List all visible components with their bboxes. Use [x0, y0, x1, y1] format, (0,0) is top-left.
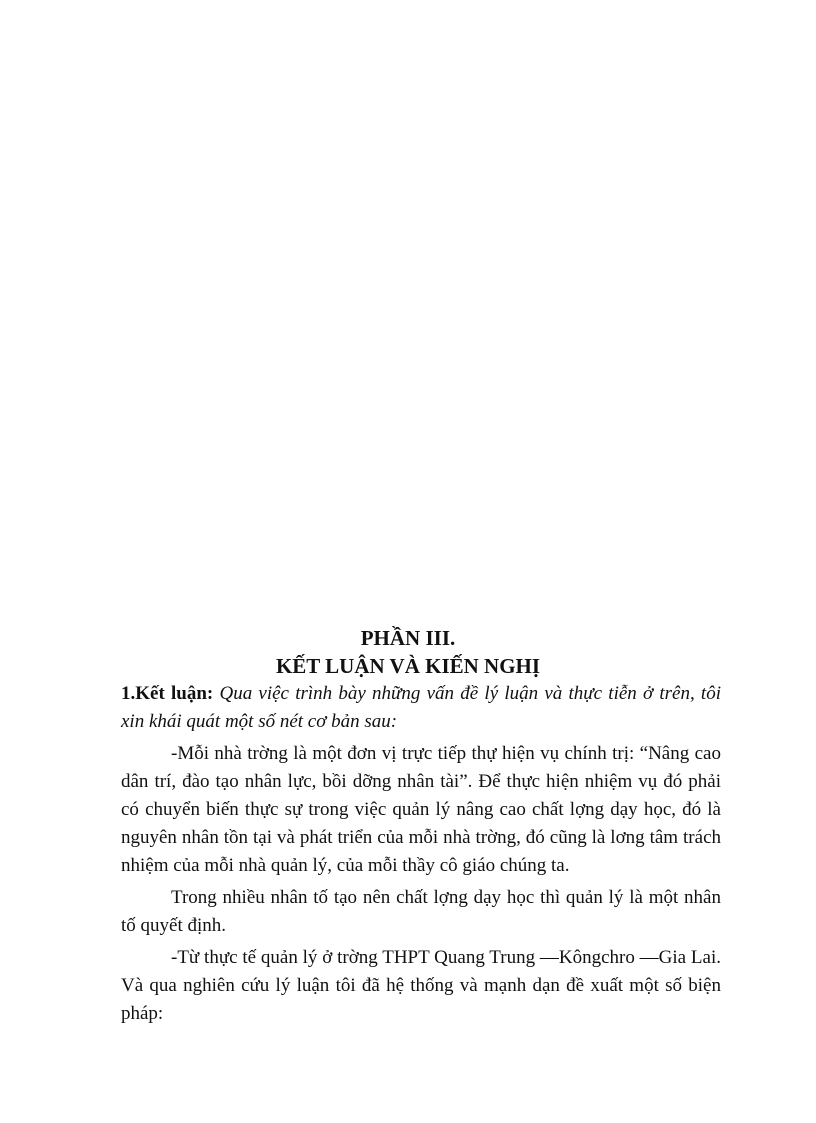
- document-body: [121, 680, 721, 1028]
- conclusion-colon: :: [206, 683, 220, 704]
- conclusion-label: 1.Kết luận: [121, 683, 207, 704]
- conclusion-intro-text: Qua việc trình bày những vấn đề lý luận và thực tiễn ở trên, tôi xin khái quát một số nét cơ bản sau:: [121, 683, 721, 732]
- conclusion-intro: [121, 680, 721, 736]
- section-heading: KẾT LUẬN VÀ KIẾN NGHỊ: [275, 654, 541, 678]
- part-heading: PHẦN III.: [360, 626, 456, 650]
- paragraph-1: -Mỗi nhà trờng là một đơn vị trực tiếp thự hiện vụ chính trị: “Nâng cao dân trí, đào tạo nhân lực, bồi dỡng nhân tài”. Để thực hiện nhiệm vụ đó phải có chuyển biến thực sự trong việc quản lý nâng cao chất lợng dạy học, đó là nguyên nhân tồn tại và phát triển của mỗi nhà trờng, đó cũng là lơng tâm trách nhiệm của mỗi nhà quản lý, của mỗi thầy cô giáo chúng ta.: [121, 743, 721, 876]
- paragraph-3: -Từ thực tế quản lý ở trờng THPT Quang Trung —Kôngchro —Gia Lai. Và qua nghiên cứu lý luận tôi đã hệ thống và mạnh dạn đề xuất một số biện pháp:: [121, 947, 721, 1024]
- paragraph-2: Trong nhiều nhân tố tạo nên chất lợng dạy học thì quản lý là một nhân tố quyết định.: [121, 887, 721, 936]
